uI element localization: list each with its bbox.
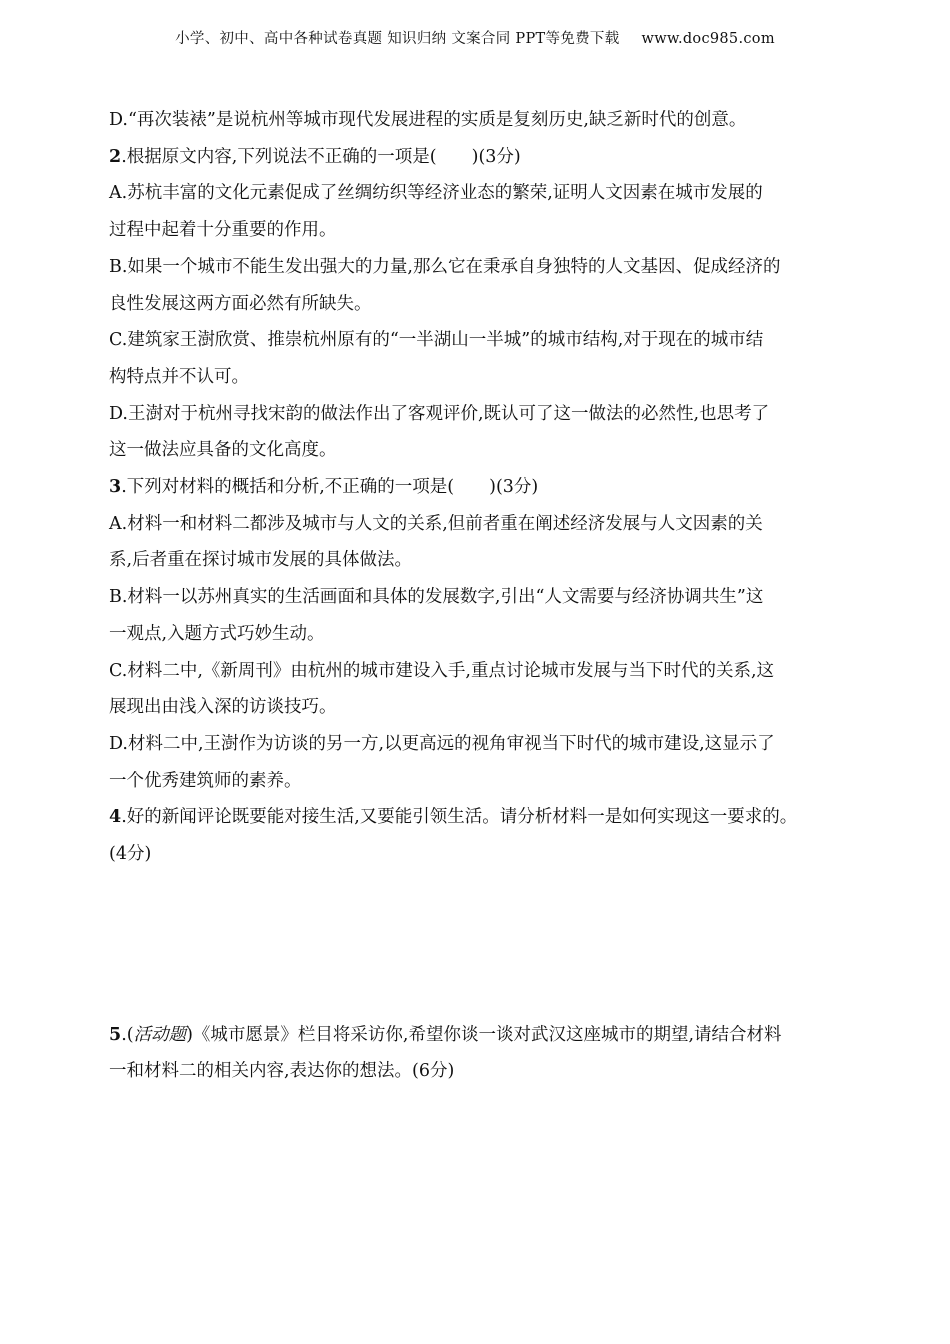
- q2-option-a-line2: 过程中起着十分重要的作用。: [109, 220, 337, 241]
- q2-option-b-line1: B.如果一个城市不能生发出强大的力量,那么它在秉承自身独特的人文基因、促成经济的: [109, 256, 781, 277]
- q3-option-a-line2: 系,后者重在探讨城市发展的具体做法。: [109, 550, 413, 571]
- q3-option-a-line1: A.材料一和材料二都涉及城市与人文的关系,但前者重在阐述经济发展与人文因素的关: [109, 513, 763, 534]
- header-site: www.doc985.com: [641, 31, 775, 47]
- q3-option-b-line2: 一观点,入题方式巧妙生动。: [109, 623, 325, 644]
- q2-option-b-line2: 良性发展这两方面必然有所缺失。: [109, 293, 372, 314]
- q5-number: 5: [109, 1024, 122, 1045]
- q2-option-d-line2: 这一做法应具备的文化高度。: [109, 440, 337, 461]
- q5-tag: 活动题: [133, 1024, 187, 1045]
- q5-stem-line1: )《城市愿景》栏目将采访你,希望你谈一谈对武汉这座城市的期望,请结合材料: [186, 1024, 782, 1045]
- header-text: 小学、初中、高中各种试卷真题 知识归纳 文案合同 PPT等免费下载: [175, 31, 620, 47]
- q4-stem-text: .好的新闻评论既要能对接生活,又要能引领生活。请分析材料一是如何实现这一要求的。: [121, 807, 798, 828]
- q3-stem-text: .下列对材料的概括和分析,不正确的一项是( )(3分): [121, 477, 539, 498]
- q5-stem: 5.(活动题)《城市愿景》栏目将采访你,希望你谈一谈对武汉这座城市的期望,请结合材料: [109, 1024, 782, 1045]
- q3-stem: [109, 469, 847, 506]
- q3-option-c-line1: C.材料二中,《新周刊》由杭州的城市建设入手,重点讨论城市发展与当下时代的关系,这: [109, 660, 775, 681]
- q5-stem-line2: 一和材料二的相关内容,表达你的想法。(6分): [109, 1061, 455, 1082]
- question-content: [109, 102, 847, 1090]
- q2-stem-text: .根据原文内容,下列说法不正确的一项是( )(3分): [121, 146, 521, 167]
- q2-stem: [109, 139, 847, 176]
- page-header: [0, 27, 950, 48]
- answer-space: [109, 873, 847, 1017]
- q4-stem: [109, 799, 847, 836]
- q3-option-d-line1: D.材料二中,王澍作为访谈的另一方,以更高远的视角审视当下时代的城市建设,这显示了: [109, 733, 775, 754]
- q2-option-d-line1: D.王澍对于杭州寻找宋韵的做法作出了客观评价,既认可了这一做法的必然性,也思考了: [109, 403, 770, 424]
- q2-option-c-line1: C.建筑家王澍欣赏、推崇杭州原有的“一半湖山一半城”的城市结构,对于现在的城市结: [109, 330, 764, 351]
- q3-option-c-line2: 展现出由浅入深的访谈技巧。: [109, 697, 337, 718]
- q2-number: 2: [109, 146, 122, 167]
- q3-option-d-line2: 一个优秀建筑师的素养。: [109, 770, 302, 791]
- q2-option-c-line2: 构特点并不认可。: [109, 366, 249, 387]
- q2-option-a-line1: A.苏杭丰富的文化元素促成了丝绸纺织等经济业态的繁荣,证明人文因素在城市发展的: [109, 183, 763, 204]
- q3-option-b-line1: B.材料一以苏州真实的生活画面和具体的发展数字,引出“人文需要与经济协调共生”这: [109, 587, 764, 608]
- q4-score: (4分): [109, 844, 152, 865]
- q3-number: 3: [109, 477, 122, 498]
- q4-number: 4: [109, 807, 122, 828]
- q1-option-d: D.“再次装裱”是说杭州等城市现代发展进程的实质是复刻历史,缺乏新时代的创意。: [109, 110, 747, 130]
